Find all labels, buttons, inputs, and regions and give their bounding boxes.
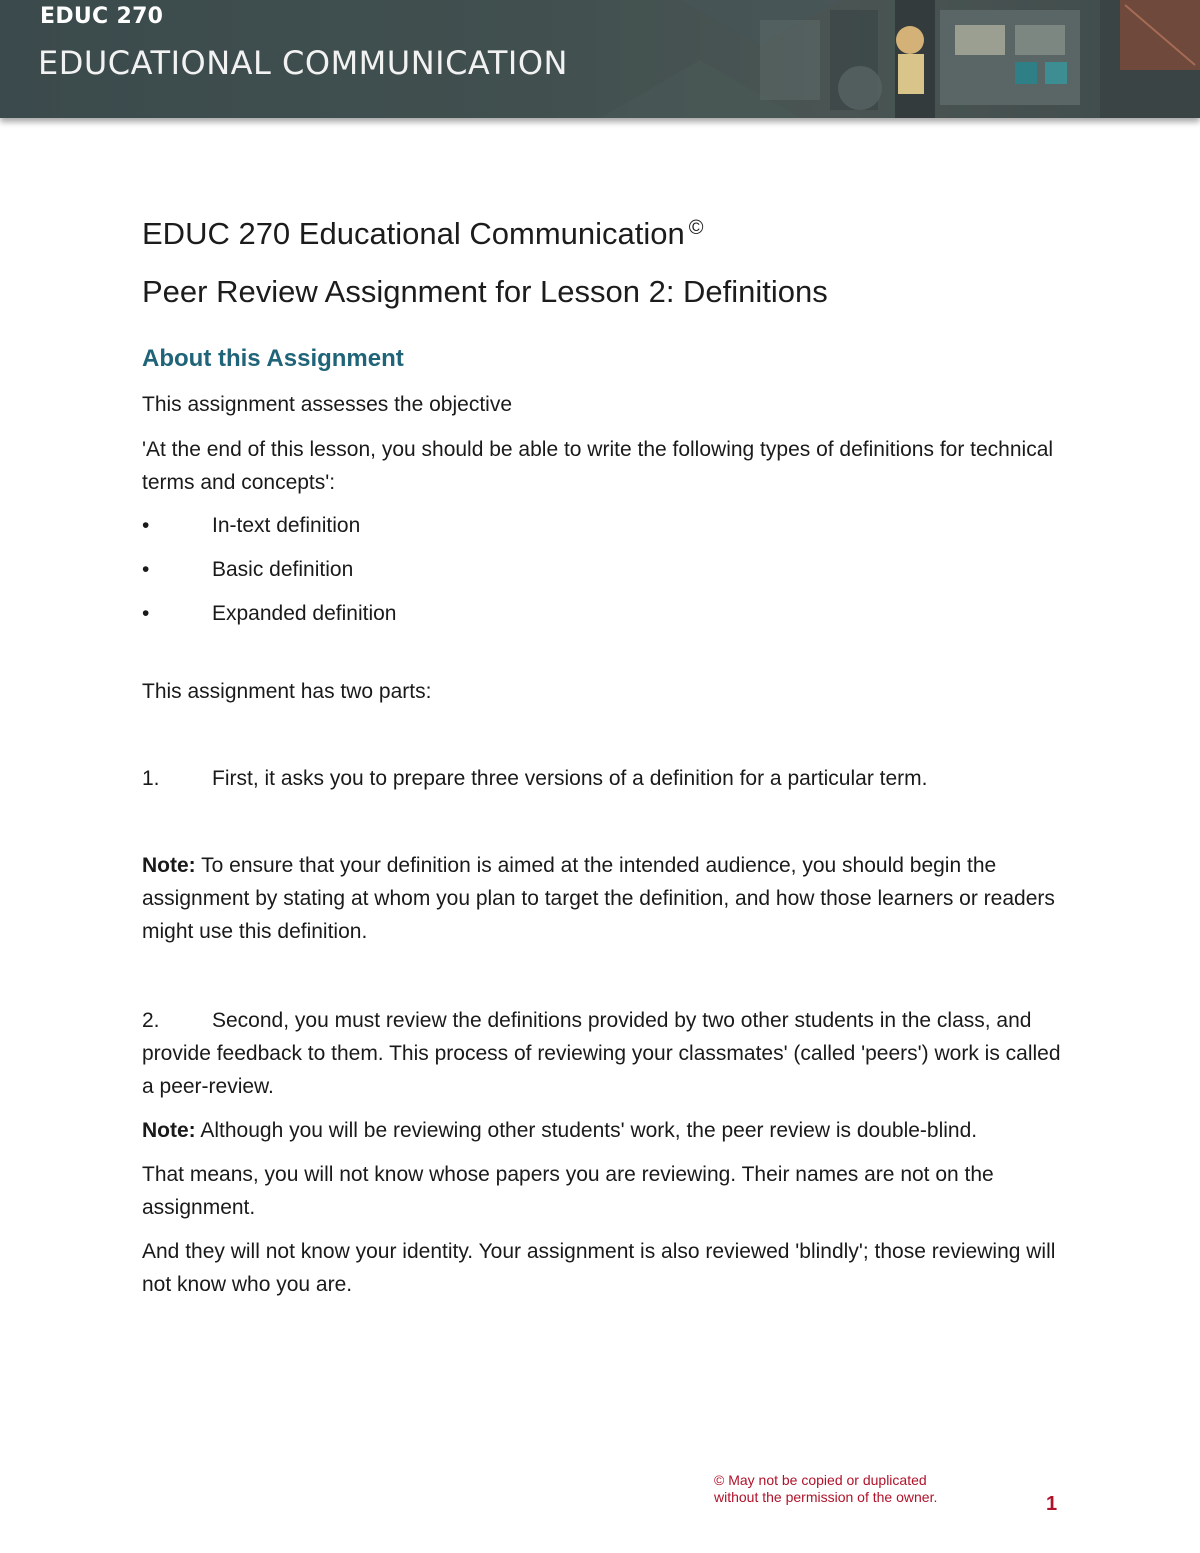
part-two [142,1004,1062,1103]
document-title [142,206,1062,256]
note-two-text: Although you will be reviewing other students' work, the peer review is double-blind. [195,1119,978,1142]
note-label: Note: [142,854,196,877]
bullet-icon: • [142,558,150,581]
copyright-line-1: © May not be copied or duplicated [714,1472,927,1488]
header-banner [0,0,1200,118]
list-item-text: Basic definition [212,558,354,581]
note-two [142,1114,1062,1147]
list-item [142,597,1062,630]
copyright-symbol: © [688,217,704,239]
note-one [142,849,1062,948]
course-code: EDUC 270 [40,4,164,29]
double-blind-explanation: That means, you will not know whose papers you are reviewing. Their names are not on the assignment. [142,1163,994,1219]
list-item [142,553,1062,586]
bullet-icon: • [142,602,150,625]
note-label: Note: [142,1119,196,1142]
document-subtitle: Peer Review Assignment for Lesson 2: Definitions [142,274,828,309]
list-item-text: Expanded definition [212,602,397,625]
part-one-text: First, it asks you to prepare three versions of a definition for a particular term. [212,767,928,790]
note-one-text: To ensure that your definition is aimed at the intended audience, you should begin the assignment by stating at whom you plan to target the definition, and how those learners or readers might use this definition. [142,854,1055,943]
page-number: 1 [1046,1493,1058,1515]
list-item [142,509,1062,542]
parts-intro: This assignment has two parts: [142,680,432,703]
part-one-number: 1. [142,767,160,790]
course-title: EDUCATIONAL COMMUNICATION [38,44,568,82]
document-body [142,206,1062,1301]
copyright-notice [714,1472,937,1506]
part-two-text: Second, you must review the definitions provided by two other students in the class, and provide feedback to them. This process of reviewing your classmates' (called 'peers') work is called a peer-review. [142,1009,1061,1098]
bullet-icon: • [142,514,150,537]
list-item-text: In-text definition [212,514,361,537]
identity-explanation: And they will not know your identity. Your assignment is also reviewed 'blindly'; those reviewing will not know who you are. [142,1240,1056,1296]
part-one [142,762,1062,795]
objective-quote: 'At the end of this lesson, you should be able to write the following types of definitions for technical terms and concepts': [142,438,1054,494]
objective-intro: This assignment assesses the objective [142,393,513,416]
copyright-line-2: without the permission of the owner. [714,1489,938,1505]
definition-types-list [142,509,1062,630]
part-two-number: 2. [142,1009,160,1032]
section-heading-about: About this Assignment [142,345,404,372]
document-title-text: EDUC 270 Educational Communication [142,216,685,251]
